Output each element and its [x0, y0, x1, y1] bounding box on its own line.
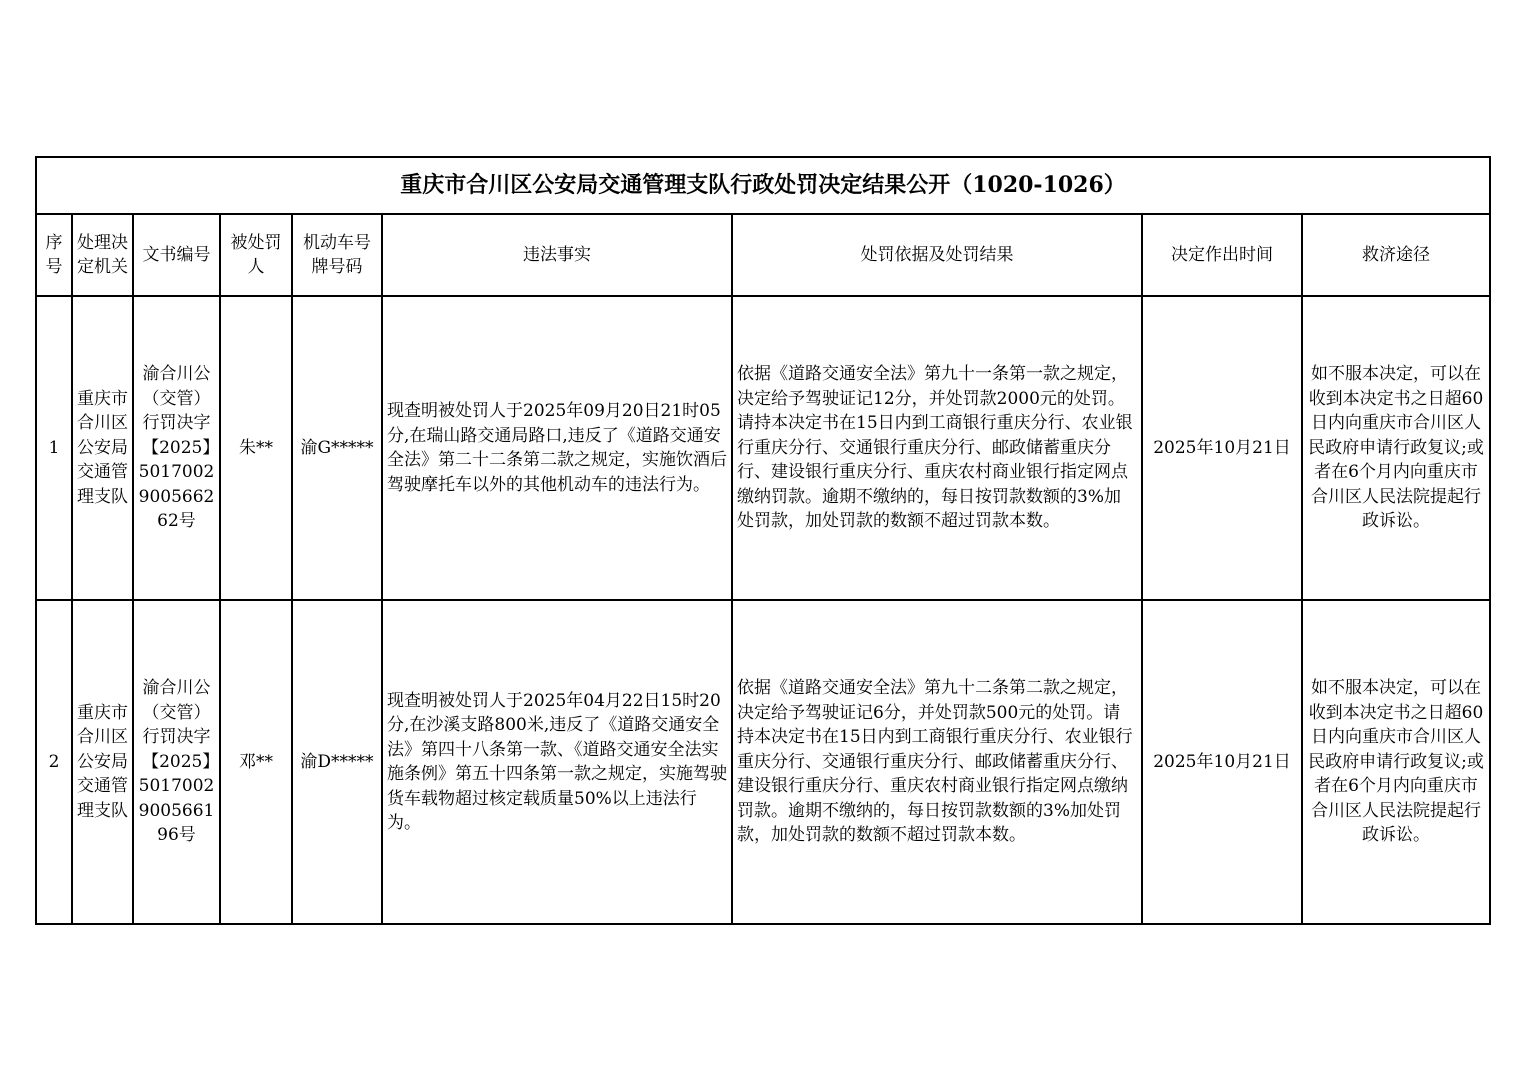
cell-facts: 现查明被处罚人于2025年09月20日21时05分,在瑞山路交通局路口,违反了《道路交通安全法》第二十二条第二款之规定，实施饮酒后驾驶摩托车以外的其他机动车的违法行为。: [382, 296, 732, 600]
cell-agency: 重庆市合川区公安局交通管理支队: [72, 600, 133, 924]
header-facts: 违法事实: [382, 214, 732, 296]
cell-plate: 渝D*****: [292, 600, 382, 924]
header-person: 被处罚人: [220, 214, 292, 296]
cell-plate: 渝G*****: [292, 296, 382, 600]
cell-doc-no: 渝合川公（交管）行罚决字【2025】5017002900566262号: [133, 296, 220, 600]
cell-basis: 依据《道路交通安全法》第九十一条第一款之规定，决定给予驾驶证记12分，并处罚款2000元的处罚。请持本决定书在15日内到工商银行重庆分行、农业银行重庆分行、交通银行重庆分行、邮政储蓄重庆分行、建设银行重庆分行、重庆农村商业银行指定网点缴纳罚款。逾期不缴纳的，每日按罚款数额的3%加处罚款，加处罚款的数额不超过罚款本数。: [732, 296, 1142, 600]
cell-person: 朱**: [220, 296, 292, 600]
table-row: [36, 600, 1490, 924]
cell-person: 邓**: [220, 600, 292, 924]
cell-facts: 现查明被处罚人于2025年04月22日15时20分,在沙溪支路800米,违反了《道路交通安全法》第四十八条第一款、《道路交通安全法实施条例》第五十四条第一款之规定，实施驾驶货车载物超过核定载质量50%以上违法行为。: [382, 600, 732, 924]
header-agency: 处理决定机关: [72, 214, 133, 296]
cell-remedy: 如不服本决定，可以在收到本决定书之日超60日内向重庆市合川区人民政府申请行政复议;或者在6个月内向重庆市合川区人民法院提起行政诉讼。: [1302, 296, 1490, 600]
cell-basis: 依据《道路交通安全法》第九十二条第二款之规定，决定给予驾驶证记6分，并处罚款500元的处罚。请持本决定书在15日内到工商银行重庆分行、农业银行重庆分行、交通银行重庆分行、邮政储蓄重庆分行、建设银行重庆分行、重庆农村商业银行指定网点缴纳罚款。逾期不缴纳的，每日按罚款数额的3%加处罚款，加处罚款的数额不超过罚款本数。: [732, 600, 1142, 924]
header-plate: 机动车号牌号码: [292, 214, 382, 296]
cell-date: 2025年10月21日: [1142, 296, 1302, 600]
header-basis: 处罚依据及处罚结果: [732, 214, 1142, 296]
table-row: [36, 296, 1490, 600]
header-date: 决定作出时间: [1142, 214, 1302, 296]
cell-index: 1: [36, 296, 72, 600]
header-row: [36, 214, 1490, 296]
cell-index: 2: [36, 600, 72, 924]
header-index: 序号: [36, 214, 72, 296]
header-remedy: 救济途径: [1302, 214, 1490, 296]
cell-doc-no: 渝合川公（交管）行罚决字【2025】5017002900566196号: [133, 600, 220, 924]
cell-remedy: 如不服本决定，可以在收到本决定书之日超60日内向重庆市合川区人民政府申请行政复议;或者在6个月内向重庆市合川区人民法院提起行政诉讼。: [1302, 600, 1490, 924]
cell-date: 2025年10月21日: [1142, 600, 1302, 924]
penalty-table: [35, 156, 1491, 925]
cell-agency: 重庆市合川区公安局交通管理支队: [72, 296, 133, 600]
header-doc-no: 文书编号: [133, 214, 220, 296]
penalty-disclosure-sheet: [35, 156, 1489, 925]
table-title: 重庆市合川区公安局交通管理支队行政处罚决定结果公开（1020-1026）: [36, 157, 1490, 214]
